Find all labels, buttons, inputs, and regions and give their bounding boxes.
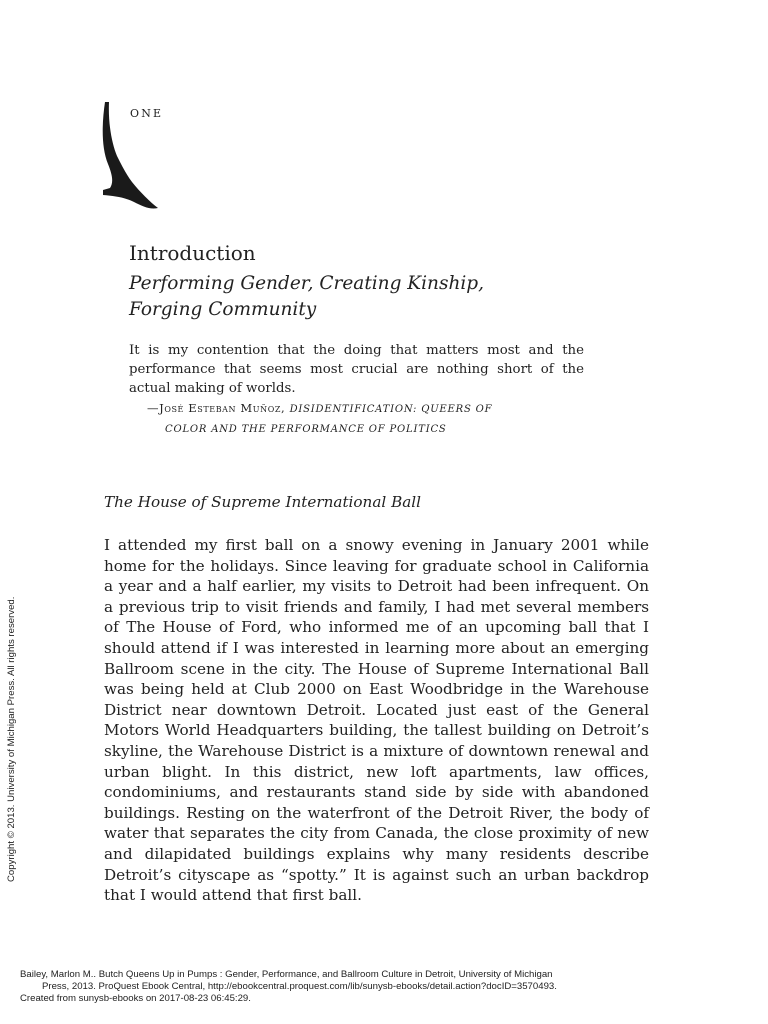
chapter-subtitle: Performing Gender, Creating Kinship, Forging Community [129, 273, 485, 320]
epigraph-work-line2: COLOR AND THE PERFORMANCE OF POLITICS [165, 424, 447, 435]
epigraph-author: José Esteban Muñoz, [159, 401, 286, 415]
chapter-number: one [130, 103, 164, 121]
epigraph-work-line1: DISIDENTIFICATION: QUEERS OF [289, 404, 493, 415]
citation-line-2: Press, 2013. ProQuest Ebook Central, http://ebookcentral.proquest.com/lib/sunysb-ebooks/detail.action?docID=3570493. [42, 981, 557, 992]
citation-line-3: Created from sunysb-ebooks on 2017-08-23 06:45:29. [20, 993, 251, 1004]
chapter-title: Introduction [129, 241, 256, 265]
epigraph [129, 341, 584, 440]
epigraph-attribution [147, 398, 584, 440]
section-heading: The House of Supreme International Ball [104, 493, 421, 511]
copyright-notice: Copyright © 2013. University of Michigan Press. All rights reserved. [6, 596, 17, 882]
epigraph-quote: It is my contention that the doing that matters most and the performance that seems most crucial are nothing short of the actual making of worlds. [129, 343, 584, 396]
citation-line-1: Bailey, Marlon M.. Butch Queens Up in Pumps : Gender, Performance, and Ballroom Culture in Detroit, University of Michigan [20, 969, 553, 980]
body-paragraph: I attended my first ball on a snowy evening in January 2001 while home for the holidays. Since leaving for graduate school in California a year and a half earlier, my visits to Detroit had been infrequent. On a previous trip to visit friends and family, I had met several members of The House of Ford, who informed me of an upcoming ball that I should attend if I was interested in learning more about an emerging Ballroom scene in the city. The House of Supreme International Ball was being held at Club 2000 on East Woodbridge in the Warehouse District near downtown Detroit. Located just east of the General Motors World Headquarters building, the tallest building on Detroit’s skyline, the Warehouse District is a mixture of downtown renewal and urban blight. In this district, new loft apartments, law offices, condominiums, and restaurants stand side by side with abandoned buildings. Resting on the waterfront of the Detroit River, the body of water that separates the city from Canada, the close proximity of new and dilapidated buildings explains why many residents describe Detroit’s cityscape as “spotty.” It is against such an urban backdrop that I would attend that first ball. [104, 536, 649, 905]
attribution-dash: — [147, 401, 160, 415]
citation-footer [20, 969, 740, 1005]
